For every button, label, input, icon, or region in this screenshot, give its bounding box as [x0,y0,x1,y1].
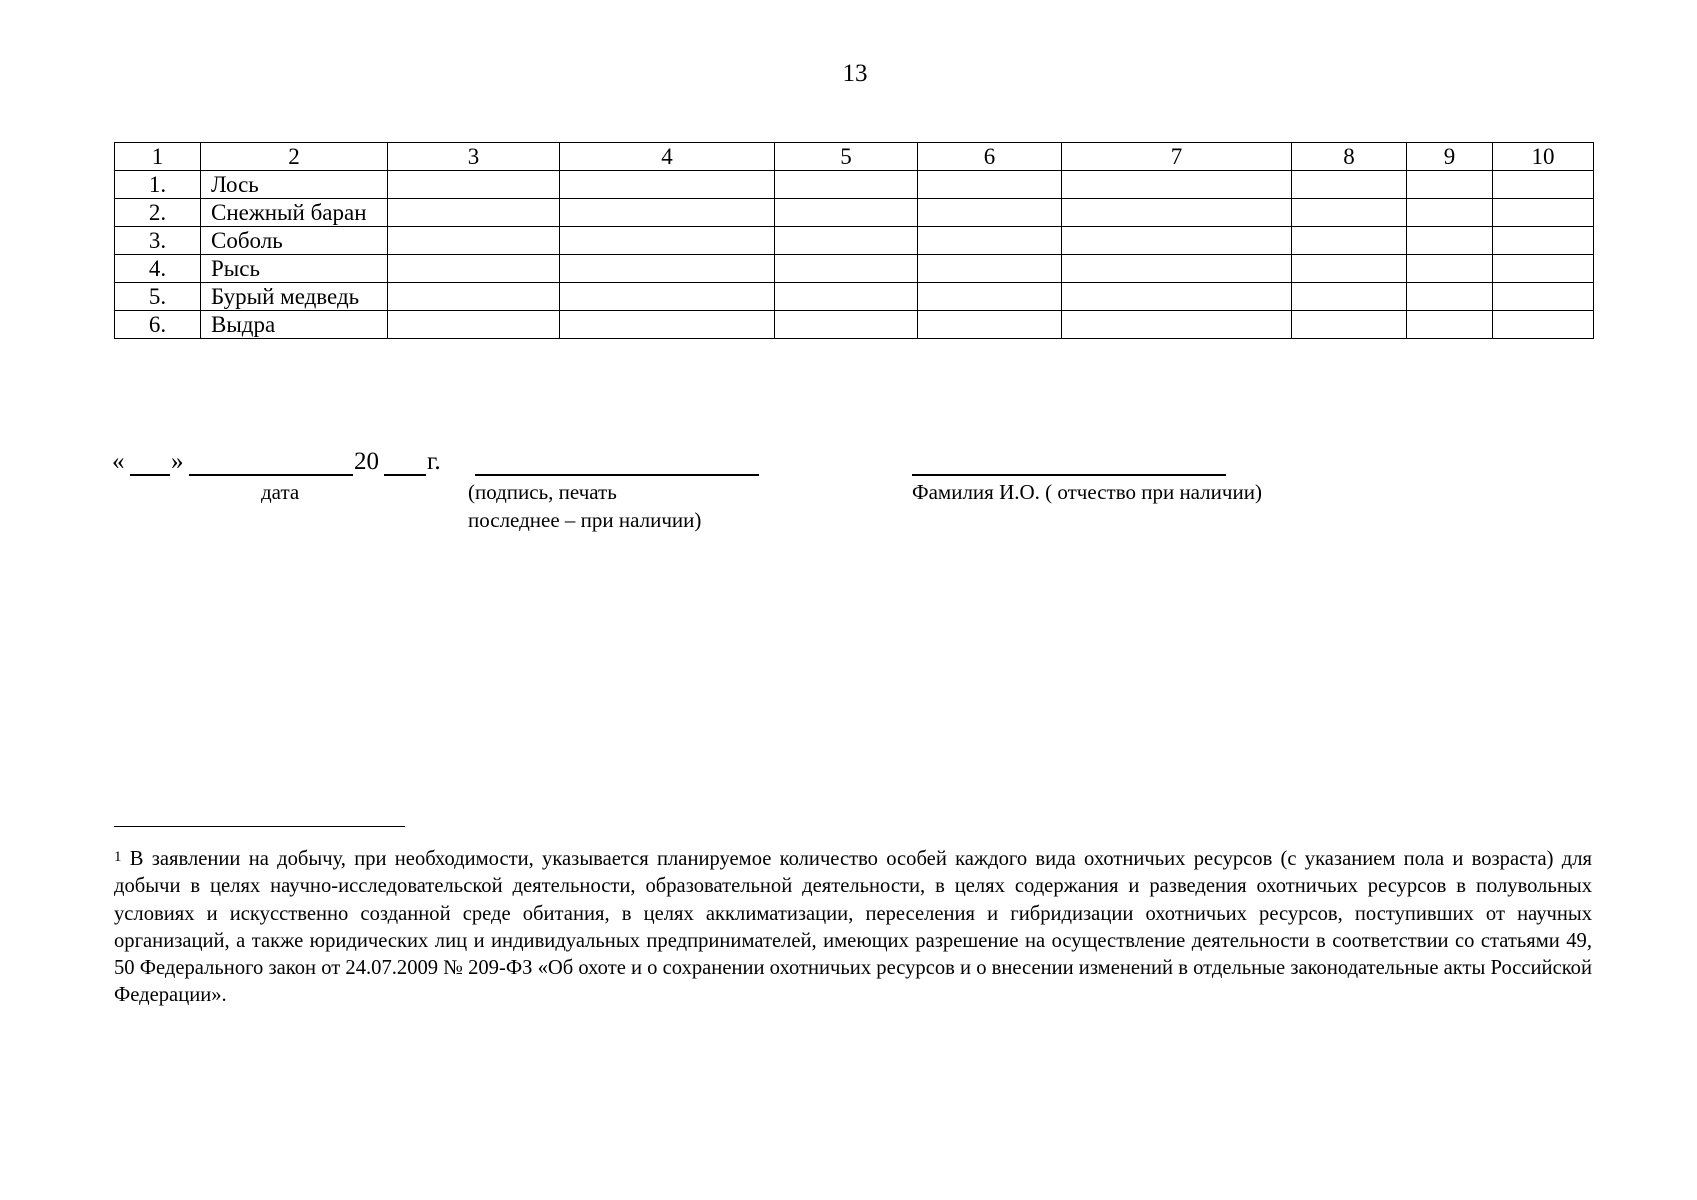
species-name: Выдра [201,311,388,339]
month-blank-line [189,474,353,476]
empty-cell [388,255,560,283]
empty-cell [560,227,775,255]
species-name: Лось [201,171,388,199]
empty-cell [1292,311,1407,339]
year-prefix: 20 [354,448,379,475]
empty-cell [1493,311,1594,339]
footnote-text: В заявлении на добычу, при необходимости, указывается планируемое количество особей каждого вида охотничьих ресурсов (с указанием пола и возраста) для добычи в целях научно-исследовательской деятельности, образовательной деятельности, в целях содержания и разведения охотничьих ресурсов в полувольных условиях и искусственно созданной среде обитания, в целях акклиматизации, переселения и гибридизации охотничьих ресурсов, поступивших от научных организаций, а также юридических лиц и индивидуальных предпринимателей, имеющих разрешение на осуществление деятельности в соответствии со статьями 49, 50 Федерального закон от 24.07.2009 № 209-ФЗ «Об охоте и о сохранении охотничьих ресурсов и о внесении изменений в отдельные законодательные акты Российской Федерации». [114,848,1592,1007]
row-number: 2. [115,199,201,227]
table-row [115,227,1594,255]
table-header-row [115,143,1594,171]
empty-cell [560,199,775,227]
footnote [114,844,1592,1010]
empty-cell [918,311,1062,339]
empty-cell [1292,171,1407,199]
signature-caption-line2: последнее – при наличии) [468,508,702,532]
empty-cell [388,171,560,199]
empty-cell [1407,255,1493,283]
species-table [114,142,1594,339]
empty-cell [388,283,560,311]
column-header: 7 [1062,143,1292,171]
species-name: Рысь [201,255,388,283]
day-blank-line [130,474,170,476]
empty-cell [1493,227,1594,255]
empty-cell [918,199,1062,227]
column-header: 2 [201,143,388,171]
date-close-quote: » [171,448,184,475]
empty-cell [1493,255,1594,283]
footnote-marker: 1 [114,849,122,865]
table-row [115,255,1594,283]
empty-cell [918,283,1062,311]
empty-cell [1407,227,1493,255]
species-name: Снежный баран [201,199,388,227]
table-row [115,199,1594,227]
signature-line [475,474,759,476]
column-header: 8 [1292,143,1407,171]
empty-cell [560,311,775,339]
empty-cell [1292,255,1407,283]
column-header: 10 [1493,143,1594,171]
row-number: 3. [115,227,201,255]
empty-cell [775,171,918,199]
empty-cell [560,283,775,311]
empty-cell [388,199,560,227]
empty-cell [1062,227,1292,255]
empty-cell [775,227,918,255]
empty-cell [388,311,560,339]
column-header: 5 [775,143,918,171]
table-row [115,311,1594,339]
row-number: 1. [115,171,201,199]
column-header: 9 [1407,143,1493,171]
row-number: 6. [115,311,201,339]
signature-caption-line1: (подпись, печать [468,480,617,504]
empty-cell [775,255,918,283]
table-row [115,283,1594,311]
empty-cell [918,227,1062,255]
species-name: Соболь [201,227,388,255]
name-caption: Фамилия И.О. ( отчество при наличии) [912,480,1262,504]
empty-cell [775,311,918,339]
empty-cell [1062,255,1292,283]
date-caption: дата [261,480,300,504]
empty-cell [560,171,775,199]
empty-cell [1407,171,1493,199]
empty-cell [388,227,560,255]
empty-cell [775,199,918,227]
empty-cell [1292,283,1407,311]
species-name: Бурый медведь [201,283,388,311]
year-suffix: г. [427,448,441,475]
empty-cell [918,171,1062,199]
column-header: 4 [560,143,775,171]
footnote-separator [114,826,405,827]
empty-cell [1292,227,1407,255]
empty-cell [1493,283,1594,311]
year-blank-line [384,474,426,476]
empty-cell [1062,311,1292,339]
empty-cell [1493,171,1594,199]
column-header: 3 [388,143,560,171]
empty-cell [1292,199,1407,227]
column-header: 1 [115,143,201,171]
empty-cell [1407,199,1493,227]
name-line [912,474,1226,476]
date-open-quote: « [112,448,125,475]
empty-cell [1062,171,1292,199]
empty-cell [1062,283,1292,311]
page-number: 13 [842,60,868,87]
empty-cell [775,283,918,311]
column-header: 6 [918,143,1062,171]
empty-cell [1407,311,1493,339]
empty-cell [918,255,1062,283]
empty-cell [1407,283,1493,311]
row-number: 5. [115,283,201,311]
row-number: 4. [115,255,201,283]
empty-cell [560,255,775,283]
empty-cell [1062,199,1292,227]
empty-cell [1493,199,1594,227]
table-row [115,171,1594,199]
